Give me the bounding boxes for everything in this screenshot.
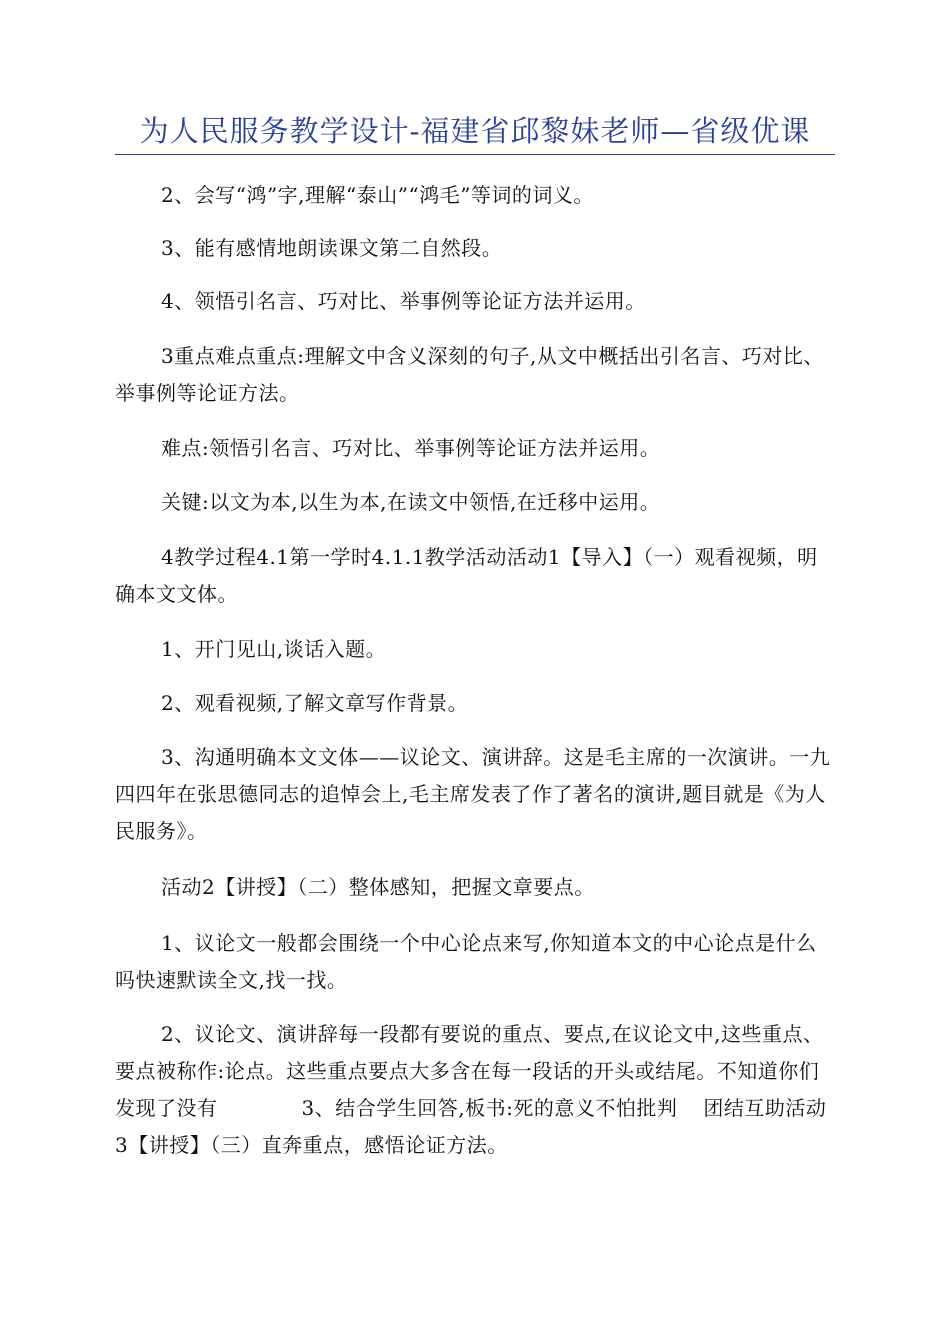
paragraph-key-points: 3重点难点重点:理解文中含义深刻的句子,从文中概括出引名言、巧对比、举事例等论证方法。 [115,344,824,405]
paragraph-objective-3: 3、能有感情地朗读课文第二自然段。 [161,236,503,260]
paragraph-step-1: 1、开门见山,谈话入题。 [161,637,387,661]
title-underline [115,154,835,155]
paragraph-teaching-process: 4教学过程4.1第一学时4.1.1教学活动活动1【导入】（一）观看视频，明确本文文体。 [115,545,818,606]
page-title: 为人民服务教学设计-福建省邱黎妹老师—省级优课 [139,114,811,148]
blackboard-item-not-afraid: 不怕批判 [595,1096,678,1120]
paragraph-key: 关键:以文为本,以生为本,在读文中领悟,在迁移中运用。 [161,490,661,514]
paragraph-question-2 [115,1016,835,1164]
paragraph-step-3: 3、沟通明确本文文体——议论文、演讲辞。这是毛主席的一次演讲。一九四四年在张思德同志的追悼会上,毛主席发表了作了著名的演讲,题目就是《为人民服务》。 [115,745,831,843]
paragraph-objective-4: 4、领悟引名言、巧对比、举事例等论证方法并运用。 [161,289,646,313]
activity-3-text: 团结互助活动3【讲授】（三）直奔重点，感悟论证方法。 [115,1096,827,1157]
paragraph-step-2: 2、观看视频,了解文章写作背景。 [161,691,469,715]
blackboard-text: 3、结合学生回答,板书:死的意义 [301,1096,596,1120]
question-2-text: 2、议论文、演讲辞每一段都有要说的重点、要点,在议论文中,这些重点、要点被称作:论点。这些重点要点大多含在每一段话的开头或结尾。不知道你们发现了没有 [115,1022,824,1120]
paragraph-difficulties: 难点:领悟引名言、巧对比、举事例等论证方法并运用。 [161,436,661,460]
paragraph-activity-2: 活动2【讲授】（二）整体感知，把握文章要点。 [161,875,595,899]
paragraph-objective-2: 2、会写“鸿”字,理解“泰山”“鸿毛”等词的词义。 [161,183,594,207]
paragraph-question-1: 1、议论文一般都会围绕一个中心论点来写,你知道本文的中心论点是什么吗快速默读全文,找一找。 [115,931,817,992]
